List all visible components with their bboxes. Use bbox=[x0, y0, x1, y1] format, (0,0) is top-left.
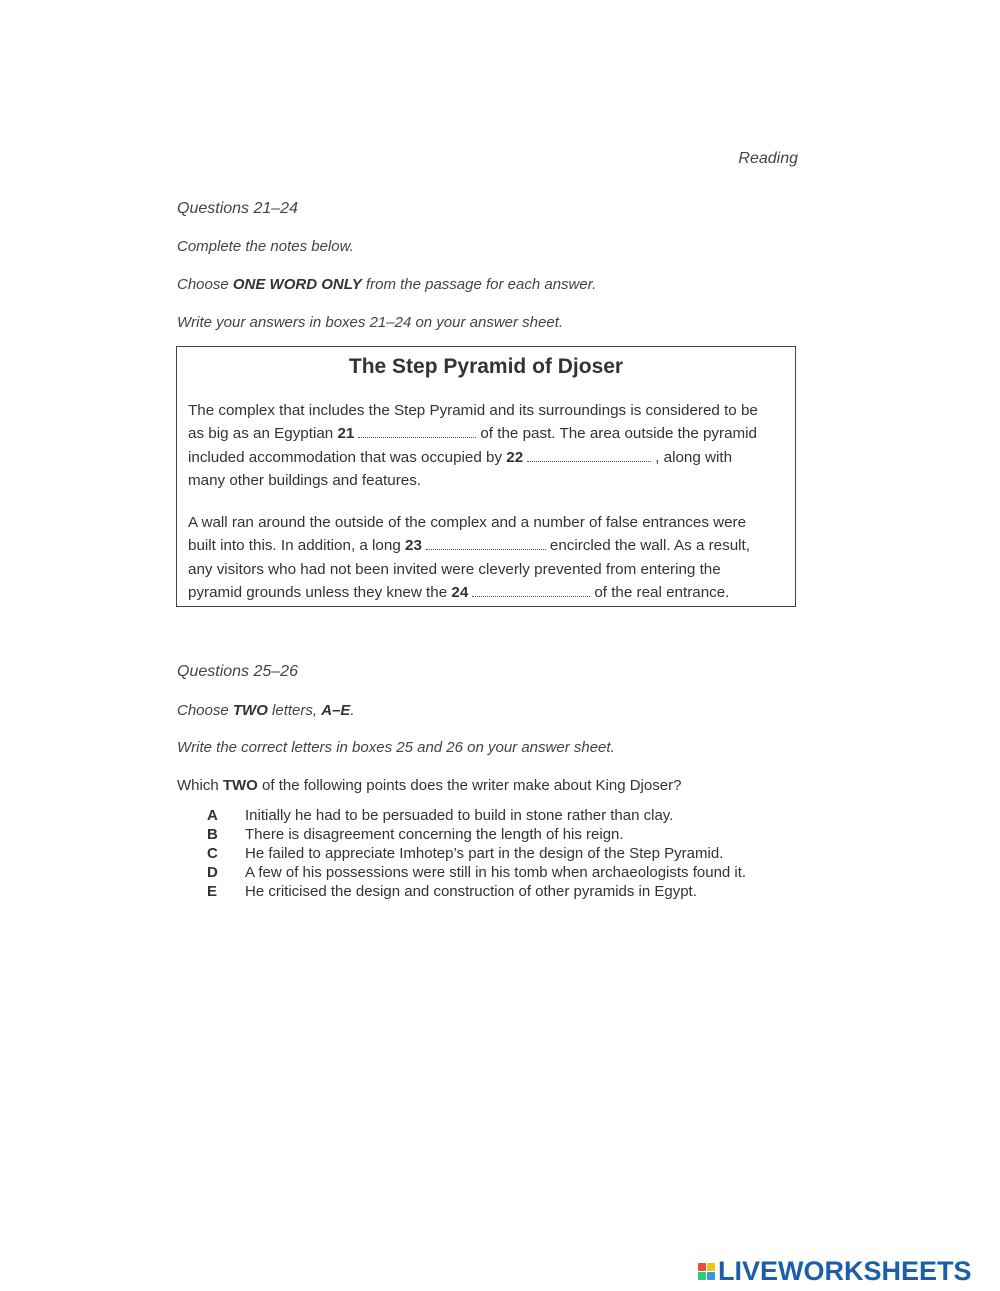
answer-gap-22[interactable] bbox=[527, 460, 651, 462]
instruction-write-letters: Write the correct letters in boxes 25 and 26 on your answer sheet. bbox=[177, 739, 615, 756]
liveworksheets-logo[interactable] bbox=[698, 1256, 972, 1287]
notes-p2-line-1: A wall ran around the outside of the complex and a number of false entrances were bbox=[188, 514, 747, 531]
option-c[interactable]: C He failed to appreciate Imhotep’s part in the design of the Step Pyramid. bbox=[207, 845, 724, 862]
option-b[interactable]: B There is disagreement concerning the length of his reign. bbox=[207, 826, 624, 843]
notes-p2-line-4: pyramid grounds unless they knew the 24 of the real entrance. bbox=[188, 583, 730, 601]
notes-box bbox=[176, 346, 796, 607]
gap-number-22: 22 bbox=[506, 448, 524, 466]
gap-number-21: 21 bbox=[337, 425, 355, 443]
gap-number-24: 24 bbox=[451, 583, 469, 601]
notes-p1-line-2: as big as an Egyptian 21 of the past. The area outside the pyramid bbox=[188, 425, 757, 443]
notes-p2-line-2: built into this. In addition, a long 23 encircled the wall. As a result, bbox=[188, 537, 750, 555]
answer-gap-21[interactable] bbox=[358, 436, 476, 438]
notes-paragraph-1 bbox=[188, 399, 788, 492]
logo-square-v bbox=[698, 1272, 706, 1280]
logo-mark-icon bbox=[698, 1263, 715, 1280]
section-header: Reading bbox=[738, 150, 798, 167]
questions-21-24-heading: Questions 21–24 bbox=[177, 200, 298, 217]
instruction-answer-boxes: Write your answers in boxes 21–24 on your answer sheet. bbox=[177, 314, 564, 331]
option-d[interactable]: D A few of his possessions were still in his tomb when archaeologists found it. bbox=[207, 864, 747, 881]
notes-p1-line-4: many other buildings and features. bbox=[188, 471, 422, 489]
logo-square-l bbox=[698, 1263, 706, 1271]
logo-text: LIVEWORKSHEETS bbox=[718, 1256, 972, 1286]
instruction-choose-letters: Choose TWO letters, A–E. bbox=[177, 702, 355, 719]
instruction-word-limit: Choose ONE WORD ONLY from the passage for each answer. bbox=[177, 276, 597, 293]
notes-title: The Step Pyramid of Djoser bbox=[348, 355, 624, 378]
answer-gap-24[interactable] bbox=[472, 595, 590, 597]
option-a[interactable]: A Initially he had to be persuaded to build in stone rather than clay. bbox=[207, 807, 674, 824]
notes-paragraph-2 bbox=[188, 511, 788, 604]
question-stem: Which TWO of the following points does the writer make about King Djoser? bbox=[177, 777, 682, 794]
notes-p1-line-1: The complex that includes the Step Pyramid and its surroundings is considered to be bbox=[188, 402, 758, 419]
questions-25-26-heading: Questions 25–26 bbox=[177, 663, 298, 680]
logo-square-i bbox=[707, 1263, 715, 1271]
notes-p2-line-3: any visitors who had not been invited were cleverly prevented from entering the bbox=[188, 560, 721, 578]
answer-gap-23[interactable] bbox=[426, 548, 546, 550]
option-e[interactable]: E He criticised the design and construction of other pyramids in Egypt. bbox=[207, 883, 697, 900]
logo-square-e bbox=[707, 1272, 715, 1280]
gap-number-23: 23 bbox=[405, 537, 422, 555]
notes-p1-line-3: included accommodation that was occupied by 22 , along with bbox=[188, 448, 733, 466]
instruction-complete-notes: Complete the notes below. bbox=[177, 238, 354, 255]
answer-options bbox=[207, 806, 746, 901]
